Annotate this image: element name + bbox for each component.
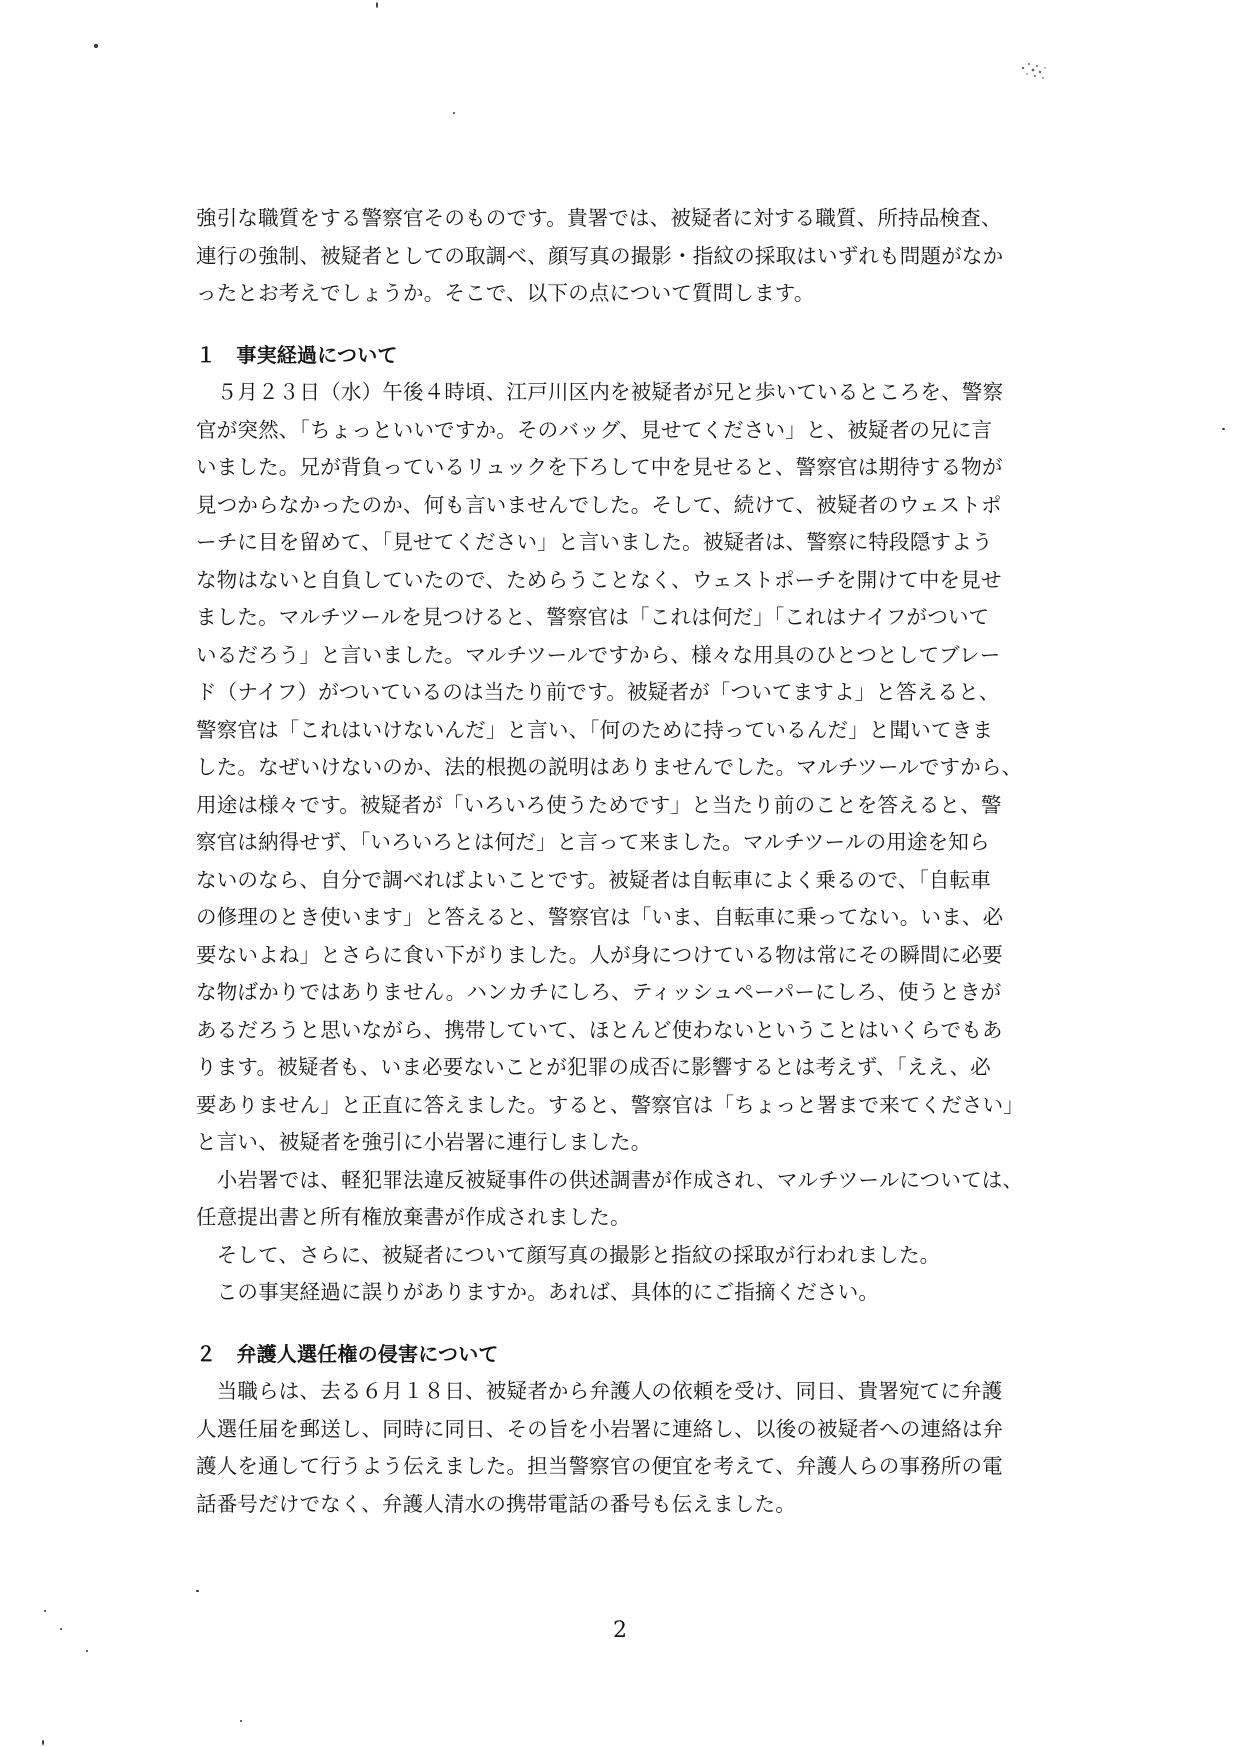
paragraph-line: 要ないよね」とさらに食い下がりました。人が身につけている物は常にその瞬間に必要 [196, 942, 1003, 967]
paragraph-line: な物ばかりではありません。ハンカチにしろ、ティッシュペーパーにしろ、使うときが [196, 980, 1002, 1004]
paragraph-line: 警察官は「これはいけないんだ」と言い、「何のために持っているんだ」と聞いてきま [196, 717, 994, 742]
scan-speck [453, 112, 455, 114]
paragraph-line: 用途は様々です。被疑者が「いろいろ使うためです」と当たり前のことを答えると、警 [196, 792, 1002, 817]
section-1-body [196, 374, 1086, 1312]
section-heading: ２ 弁護人選任権の侵害について [196, 1341, 499, 1366]
paragraph-line: あるだろうと思いながら、携帯していて、ほとんど使わないということはいくらでもあ [196, 1017, 1003, 1042]
paragraph-line: 要ありません」と正直に答えました。すると、警察官は「ちょっと署まで来てください」 [196, 1092, 1024, 1117]
paragraph-line: いるだろう」と言いました。マルチツールですから、様々な用具のひとつとしてブレー [196, 642, 1001, 667]
intro-line: 強引な職質をする警察官そのものです。貴署では、被疑者に対する職質、所持品検査、 [196, 206, 1002, 230]
paragraph-line: ないのなら、自分で調べればよいことです。被疑者は自転車によく乗るので、「自転車 [196, 867, 991, 892]
paragraph-line: 人選任届を郵送し、同時に同日、その旨を小岩署に連絡し、以後の被疑者への連絡は弁 [196, 1416, 1004, 1441]
section-heading: １ 事実経過について [196, 342, 398, 367]
paragraph-line: 当職らは、去る６月１８日、被疑者から弁護人の依頼を受け、同日、貴署宛てに弁護 [196, 1379, 1003, 1403]
paragraph-line: 察官は納得せず、「いろいろとは何だ」と言って来ました。マルチツールの用途を知ら [196, 830, 990, 854]
page-number: 2 [613, 1618, 627, 1643]
scan-speck [44, 1610, 46, 1612]
paragraph-line: この事実経過に誤りがありますか。あれば、具体的にご指摘ください。 [196, 1280, 880, 1304]
paragraph-line: ５月２３日（水）午後４時頃、江戸川区内を被疑者が兄と歩いているところを、警察 [196, 380, 1004, 404]
paragraph-line: な物はないと自負していたので、ためらうことなく、ウェストポーチを開けて中を見せ [196, 567, 1002, 592]
paragraph-line: ド（ナイフ）がついているのは当たり前です。被疑者が「ついてますよ」と答えると、 [196, 680, 1000, 704]
intro-line: 連行の強制、被疑者としての取調べ、顔写真の撮影・指紋の採取はいずれも問題がなか [196, 243, 1004, 268]
scan-speck [240, 1720, 242, 1722]
paragraph-line: ました。マルチツールを見つけると、警察官は「これは何だ」「これはナイフがついて [196, 605, 990, 629]
scan-speck [42, 1740, 44, 1745]
scan-speck [376, 2, 378, 8]
scan-speck [86, 1650, 88, 1652]
paragraph-line: ーチに目を留めて、「見せてください」と言いました。被疑者は、警察に特段隠すよう [196, 530, 993, 554]
section-2-body [196, 1373, 1086, 1523]
paragraph-line: した。なぜいけないのか、法的根拠の説明はありませんでした。マルチツールですから、 [196, 755, 1023, 779]
paragraph-line: の修理のとき使います」と答えると、警察官は「いま、自転車に乗ってない。いま、必 [196, 905, 1004, 929]
paragraph-line: 見つからなかったのか、何も言いませんでした。そして、続けて、被疑者のウェストポ [196, 492, 1002, 517]
paragraph-line: 話番号だけでなく、弁護人清水の携帯電話の番号も伝えました。 [196, 1491, 796, 1516]
paragraph-line: 官が突然、「ちょっといいですか。そのバッグ、見せてください」と、被疑者の兄に言 [196, 417, 993, 442]
paragraph-line: いました。兄が背負っているリュックを下ろして中を見せると、警察官は期待する物が [196, 455, 1003, 479]
document-body [196, 200, 1086, 1523]
spacer [196, 313, 1086, 337]
paragraph-line: ります。被疑者も、いま必要ないことが犯罪の成否に影響するとは考えず、「ええ、必 [196, 1055, 991, 1079]
paragraph-line: そして、さらに、被疑者について顔写真の撮影と指紋の採取が行われました。 [196, 1242, 941, 1267]
scan-smudge-icon [1015, 58, 1055, 86]
paragraph-line: 任意提出書と所有権放棄書が作成されました。 [196, 1205, 631, 1229]
spacer [196, 1312, 1086, 1336]
paragraph-line: 小岩署では、軽犯罪法違反被疑事件の供述調書が作成され、マルチツールについては、 [196, 1167, 1024, 1192]
intro-line: ったとお考えでしょうか。そこで、以下の点について質問します。 [196, 281, 815, 305]
scan-speck [94, 44, 98, 48]
paragraph-line: 護人を通して行うよう伝えました。担当警察官の便宜を考えて、弁護人らの事務所の電 [196, 1454, 1003, 1478]
scan-speck [1222, 428, 1225, 430]
paragraph-line: と言い、被疑者を強引に小岩署に連行しました。 [196, 1130, 652, 1154]
scan-speck [196, 1590, 199, 1592]
